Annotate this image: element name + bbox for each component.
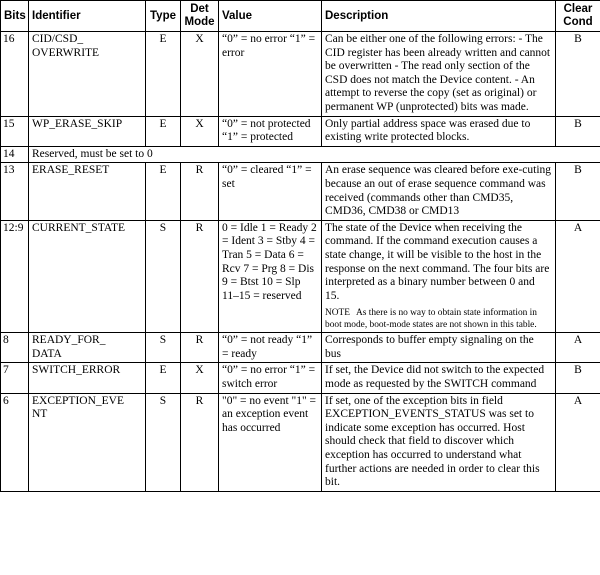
cell-identifier: CID/CSD_ OVERWRITE [29, 32, 146, 117]
description-text: The state of the Device when receiving the command. If the command execution causes a state change, it will be visible to the host in the response on the next command. The four bits are interpreted as a binary number between 0 and 15. [325, 221, 550, 302]
cell-value: “0” = no error “1” = error [219, 32, 322, 117]
header-bits: Bits [1, 1, 29, 32]
header-det-mode: Det Mode [181, 1, 219, 32]
cell-value: “0” = not protected “1” = protected [219, 116, 322, 146]
cell-identifier: WP_ERASE_SKIP [29, 116, 146, 146]
cell-value: “0” = cleared “1” = set [219, 163, 322, 220]
header-type: Type [146, 1, 181, 32]
cell-bits: 6 [1, 393, 29, 491]
cell-bits: 13 [1, 163, 29, 220]
header-identifier: Identifier [29, 1, 146, 32]
cell-type: S [146, 220, 181, 333]
table-row [1, 333, 600, 363]
cell-det-mode: R [181, 333, 219, 363]
table-row [1, 32, 600, 117]
cell-type: S [146, 333, 181, 363]
cell-det-mode: R [181, 163, 219, 220]
cell-clear-cond: A [556, 393, 600, 491]
cell-type: E [146, 116, 181, 146]
cell-det-mode: R [181, 220, 219, 333]
cell-det-mode: X [181, 32, 219, 117]
cell-value: 0 = Idle 1 = Ready 2 = Ident 3 = Stby 4 = Tran 5 = Data 6 = Rcv 7 = Prg 8 = Dis 9 = Btst 10 = Slp 11–15 = reserved [219, 220, 322, 333]
table-row [1, 363, 600, 393]
cell-type: E [146, 363, 181, 393]
cell-identifier: CURRENT_STATE [29, 220, 146, 333]
cell-identifier: SWITCH_ERROR [29, 363, 146, 393]
table-row [1, 393, 600, 491]
cell-description [322, 220, 556, 333]
cell-value: “0” = not ready “1” = ready [219, 333, 322, 363]
note-label: NOTE [325, 308, 350, 319]
cell-description: If set, one of the exception bits in field EXCEPTION_EVENTS_STATUS was set to indicate some exception has occurred. Host should check that field to discover which exception has occurred to understand what further actions are needed in order to clear this bit. [322, 393, 556, 491]
cell-identifier: EXCEPTION_EVE NT [29, 393, 146, 491]
note [325, 307, 552, 331]
cell-type: E [146, 32, 181, 117]
header-value: Value [219, 1, 322, 32]
table-row [1, 116, 600, 146]
cell-bits: 7 [1, 363, 29, 393]
cell-clear-cond: B [556, 163, 600, 220]
cell-bits: 12:9 [1, 220, 29, 333]
cell-description: An erase sequence was cleared before exe-cuting because an out of erase sequence command was received (commands other than CMD35, CMD36, CMD38 or CMD13 [322, 163, 556, 220]
note-text: As there is no way to obtain state information in boot mode, boot-mode states are not shown in this table. [325, 308, 537, 331]
table-header-row [1, 1, 600, 32]
cell-clear-cond: A [556, 333, 600, 363]
cell-bits: 16 [1, 32, 29, 117]
cell-det-mode: R [181, 393, 219, 491]
cell-description: If set, the Device did not switch to the expected mode as requested by the SWITCH command [322, 363, 556, 393]
cell-clear-cond: B [556, 116, 600, 146]
cell-type: E [146, 163, 181, 220]
cell-identifier: ERASE_RESET [29, 163, 146, 220]
cell-clear-cond: A [556, 220, 600, 333]
cell-description: Only partial address space was erased due to existing write protected blocks. [322, 116, 556, 146]
cell-clear-cond: B [556, 363, 600, 393]
cell-identifier: READY_FOR_ DATA [29, 333, 146, 363]
cell-description: Corresponds to buffer empty signaling on the bus [322, 333, 556, 363]
table-row [1, 220, 600, 333]
header-description: Description [322, 1, 556, 32]
cell-bits: 8 [1, 333, 29, 363]
cell-clear-cond: B [556, 32, 600, 117]
reserved-cell: Reserved, must be set to 0 [29, 146, 600, 163]
cell-value: “0” = no error “1” = switch error [219, 363, 322, 393]
header-clear-cond: Clear Cond [556, 1, 600, 32]
cell-det-mode: X [181, 363, 219, 393]
cell-type: S [146, 393, 181, 491]
cell-bits: 14 [1, 146, 29, 163]
cell-description: Can be either one of the following errors: - The CID register has been already written and cannot be overwritten - The read only section of the CSD does not match the Device content. - An attempt to reverse the copy (set as original) or permanent WP (unprotected) bits was made. [322, 32, 556, 117]
cell-bits: 15 [1, 116, 29, 146]
cell-det-mode: X [181, 116, 219, 146]
table-row-reserved [1, 146, 600, 163]
cell-value: "0" = no event "1" = an exception event has occurred [219, 393, 322, 491]
table-row [1, 163, 600, 220]
